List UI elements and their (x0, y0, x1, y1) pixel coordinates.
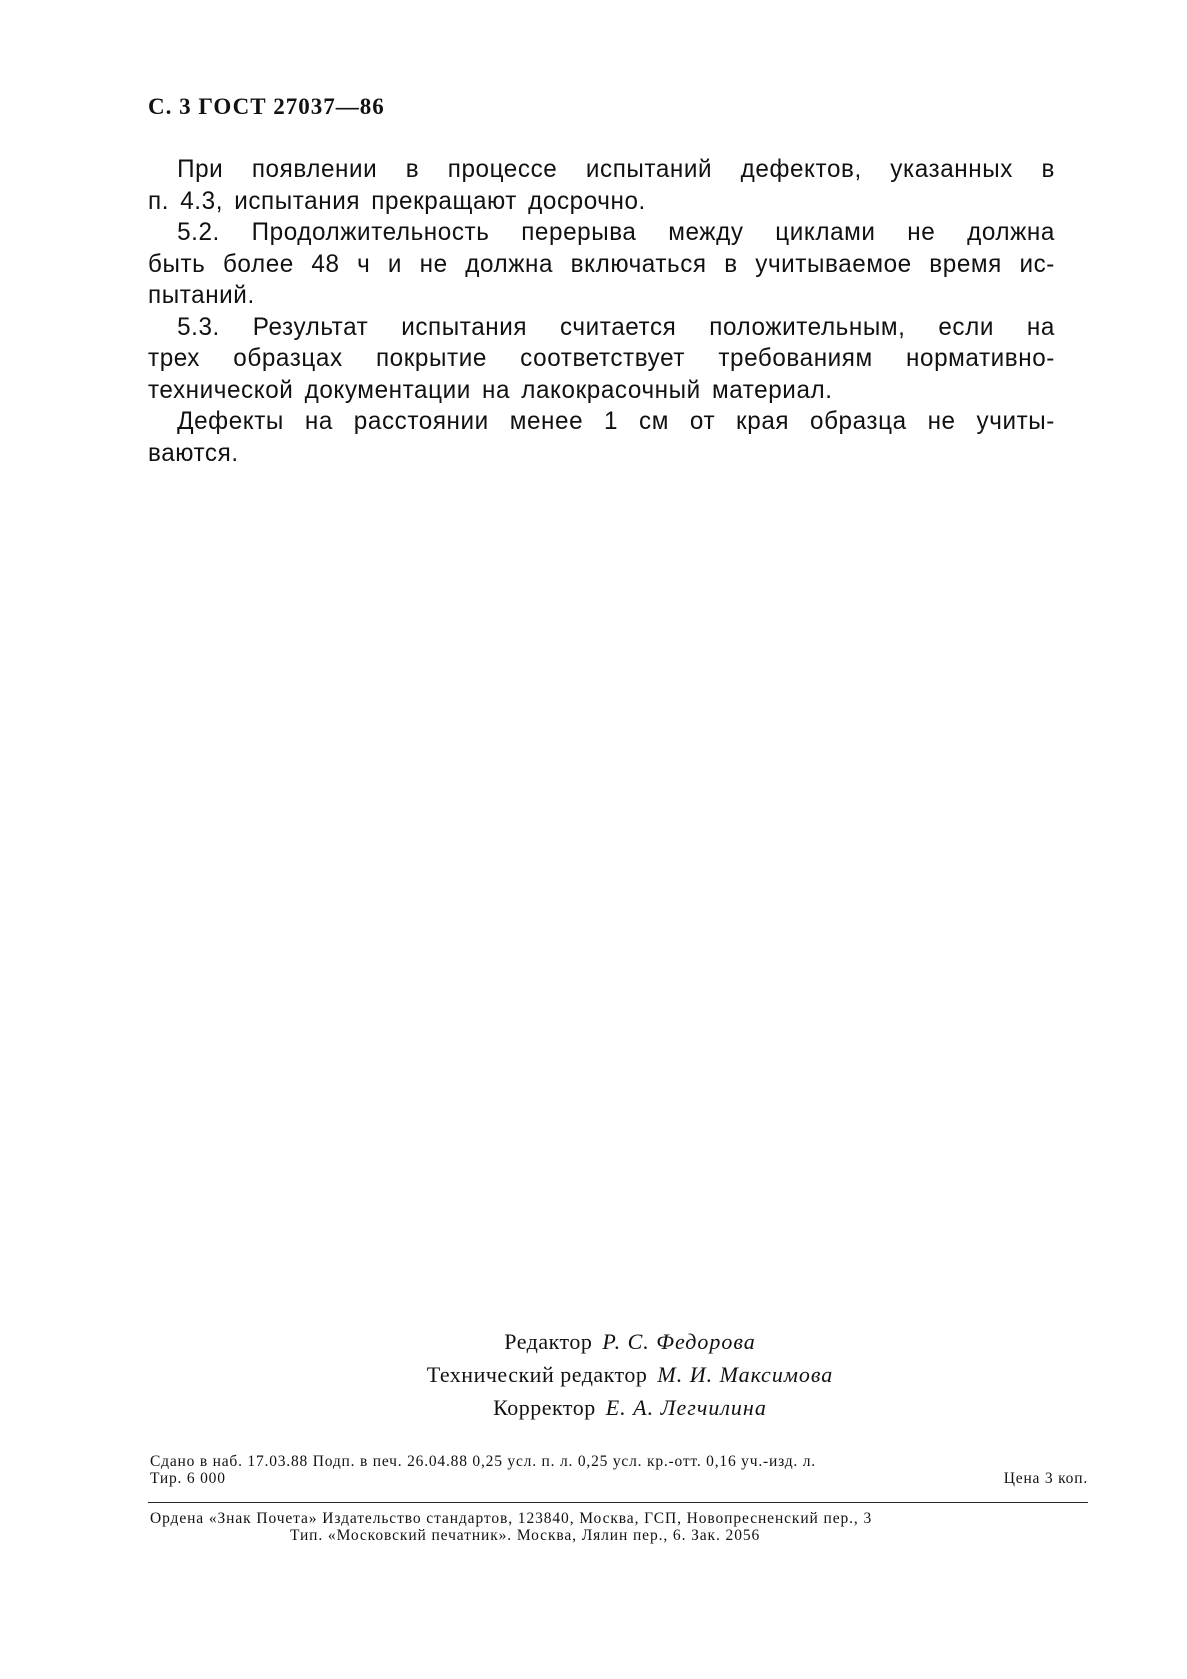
text-line: п. 4.3, испытания прекращают досрочно. (148, 186, 646, 215)
text-line: технической документации на лакокрасочный материал. (148, 375, 833, 404)
credit-role: Технический редактор (426, 1362, 648, 1387)
text-line: При появлении в процессе испытаний дефектов, указанных в (177, 155, 1055, 183)
credit-tech-editor (330, 1358, 930, 1391)
publisher-line: Ордена «Знак Почета» Издательство стандартов, 123840, Москва, ГСП, Новопресненский пер., 3 (150, 1510, 873, 1527)
paragraph-defects-stop (148, 154, 1055, 217)
credit-proofreader (330, 1391, 930, 1424)
printer-line: Тип. «Московский печатник». Москва, Лялин пер., 6. Зак. 2056 (290, 1527, 761, 1544)
imprint-line (150, 1470, 1088, 1487)
text-line: быть более 48 ч и не должна включаться в учитываемое время ис- (148, 249, 1055, 278)
imprint-line (150, 1453, 1088, 1470)
credit-editor (330, 1325, 930, 1358)
text-line: трех образцах покрытие соответствует требованиям нормативно- (148, 344, 1055, 372)
credit-role: Корректор (493, 1395, 596, 1420)
price: Цена 3 коп. (1003, 1470, 1088, 1487)
credit-role: Редактор (504, 1329, 593, 1354)
paragraph-edge-defects (148, 406, 1055, 469)
page-header: С. 3 ГОСТ 27037—86 (148, 94, 385, 119)
credit-name: Р. С. Федорова (602, 1329, 756, 1354)
credit-name: М. И. Максимова (657, 1362, 834, 1387)
publisher-block (150, 1510, 1090, 1544)
imprint-dates: Сдано в наб. 17.03.88 Подп. в печ. 26.04.88 0,25 усл. п. л. 0,25 усл. кр.-отт. 0,16 уч.-изд. л. (150, 1453, 816, 1470)
credits-block (330, 1325, 930, 1424)
paragraph-5-2 (148, 217, 1055, 312)
text-line: ваются. (148, 438, 239, 467)
print-run: Тир. 6 000 (150, 1470, 226, 1487)
text-line: 5.2. Продолжительность перерыва между циклами не должна (177, 218, 1055, 246)
credit-name: Е. А. Легчилина (605, 1395, 767, 1420)
document-body (148, 154, 1055, 469)
divider-rule (148, 1502, 1088, 1503)
text-line: Дефекты на расстоянии менее 1 см от края образца не учиты- (177, 407, 1055, 435)
text-line: пытаний. (148, 281, 255, 309)
text-line: 5.3. Результат испытания считается положительным, если на (177, 312, 1055, 341)
imprint-block (150, 1453, 1088, 1487)
paragraph-5-3 (148, 312, 1055, 407)
